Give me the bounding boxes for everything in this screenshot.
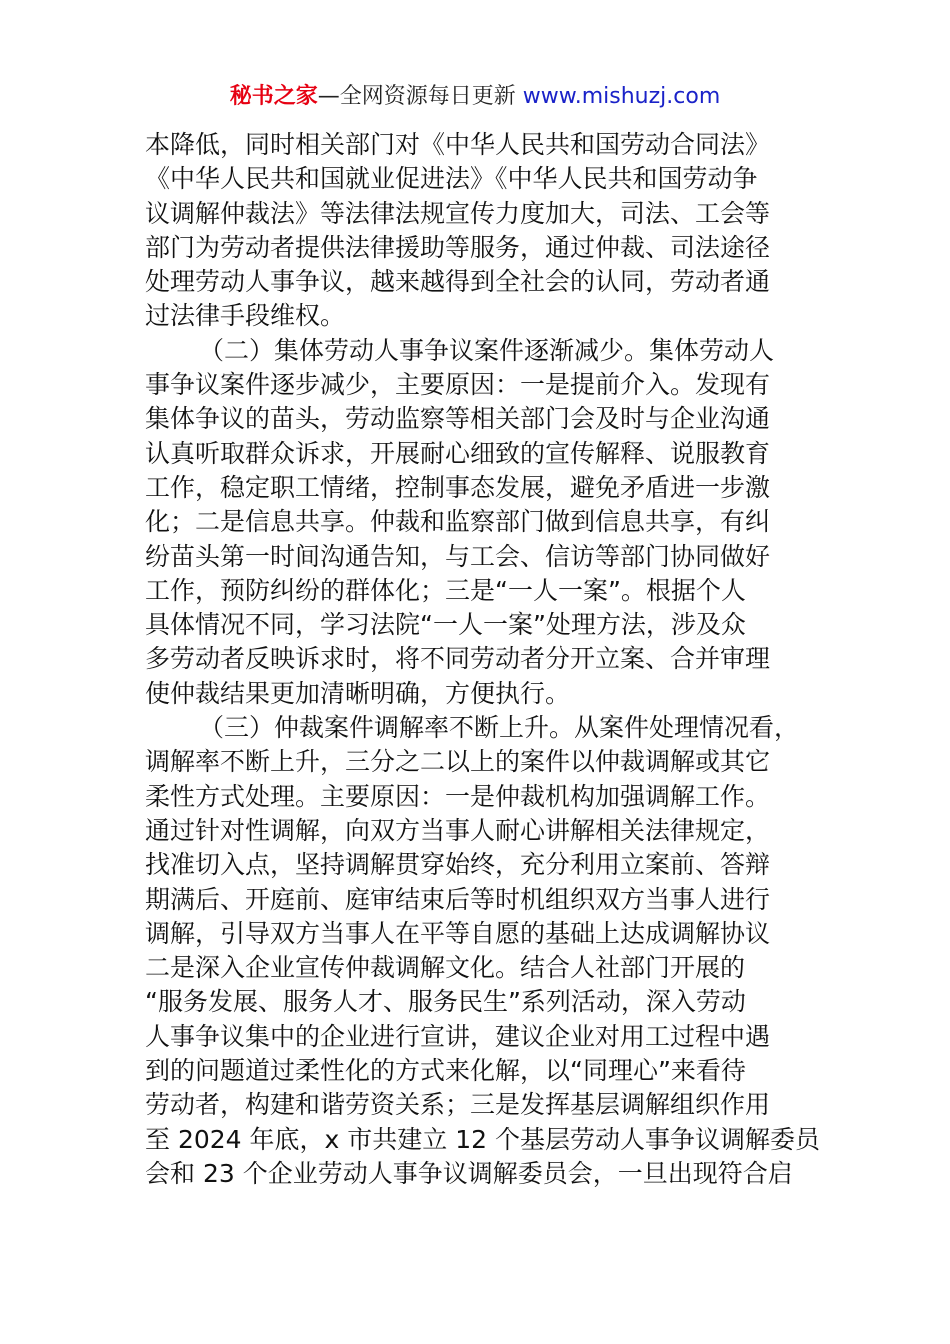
body-text-line: 柔性方式处理。主要原因：一是仲裁机构加强调解工作。 bbox=[145, 781, 771, 811]
body-text-line: 通过针对性调解，向双方当事人耐心讲解相关法律规定， bbox=[145, 815, 771, 845]
body-text-line: 会和 23 个企业劳动人事争议调解委员会，一旦出现符合启 bbox=[145, 1158, 793, 1188]
body-text-line: 纷苗头第一时间沟通告知，与工会、信访等部门协同做好 bbox=[145, 541, 771, 571]
body-text-line: 二是深入企业宣传仲裁调解文化。结合人社部门开展的 bbox=[145, 953, 746, 983]
document-body bbox=[145, 128, 820, 1191]
body-text-line: 调解，引导双方当事人在平等自愿的基础上达成调解协议 bbox=[145, 918, 771, 948]
body-text-line: 化；二是信息共享。仲裁和监察部门做到信息共享，有纠 bbox=[145, 507, 771, 537]
site-tagline: —全网资源每日更新 bbox=[317, 84, 523, 109]
body-text-line: 具体情况不同，学习法院“一人一案”处理方法，涉及众 bbox=[145, 610, 746, 640]
site-brand: 秘书之家 bbox=[229, 84, 318, 109]
body-text-line: （二）集体劳动人事争议案件逐渐减少。集体劳动人 bbox=[199, 335, 775, 365]
body-text-line: 调解率不断上升，三分之二以上的案件以仲裁调解或其它 bbox=[145, 747, 771, 777]
body-text-line: 到的问题道过柔性化的方式来化解，以“同理心”来看待 bbox=[145, 1056, 746, 1086]
body-text-line: 本降低，同时相关部门对《中华人民共和国劳动合同法》 bbox=[145, 130, 771, 159]
body-text-line: 找准切入点，坚持调解贯穿始终，充分利用立案前、答辩 bbox=[145, 850, 771, 880]
body-text-line: 劳动者，构建和谐劳资关系；三是发挥基层调解组织作用 bbox=[145, 1090, 771, 1120]
body-text-line: 至 2024 年底，x 市共建立 12 个基层劳动人事争议调解委员 bbox=[145, 1124, 820, 1154]
body-text-line: 过法律手段维权。 bbox=[145, 301, 346, 331]
site-url-link[interactable]: www.mishuzj.com bbox=[522, 84, 721, 109]
body-text-line: 期满后、开庭前、庭审结束后等时机组织双方当事人进行 bbox=[145, 884, 771, 914]
body-text-line: 人事争议集中的企业进行宣讲，建议企业对用工过程中遇 bbox=[145, 1021, 771, 1051]
body-text-line: “服务发展、服务人才、服务民生”系列活动，深入劳动 bbox=[145, 987, 746, 1017]
body-text-line: 集体争议的苗头，劳动监察等相关部门会及时与企业沟通 bbox=[145, 404, 771, 434]
body-text-line: 处理劳动人事争议，越来越得到全社会的认同，劳动者通 bbox=[145, 267, 771, 297]
body-text-line: 认真听取群众诉求，开展耐心细致的宣传解释、说服教育 bbox=[145, 438, 771, 468]
body-text-line: 议调解仲裁法》等法律法规宣传力度加大，司法、工会等 bbox=[145, 198, 771, 228]
body-text-line: 《中华人民共和国就业促进法》《中华人民共和国劳动争 bbox=[145, 164, 758, 194]
body-text-line: 使仲裁结果更加清晰明确，方便执行。 bbox=[145, 678, 571, 708]
body-text-line: （三）仲裁案件调解率不断上升。从案件处理情况看， bbox=[199, 713, 800, 743]
body-text-line: 部门为劳动者提供法律援助等服务，通过仲裁、司法途径 bbox=[145, 232, 771, 262]
body-text-line: 工作，稳定职工情绪，控制事态发展，避免矛盾进一步激 bbox=[145, 472, 771, 502]
body-text-line: 多劳动者反映诉求时，将不同劳动者分开立案、合并审理 bbox=[145, 644, 771, 674]
site-header bbox=[0, 80, 950, 114]
body-text-line: 事争议案件逐步减少，主要原因：一是提前介入。发现有 bbox=[145, 370, 771, 400]
body-text-line: 工作，预防纠纷的群体化；三是“一人一案”。根据个人 bbox=[145, 575, 746, 605]
